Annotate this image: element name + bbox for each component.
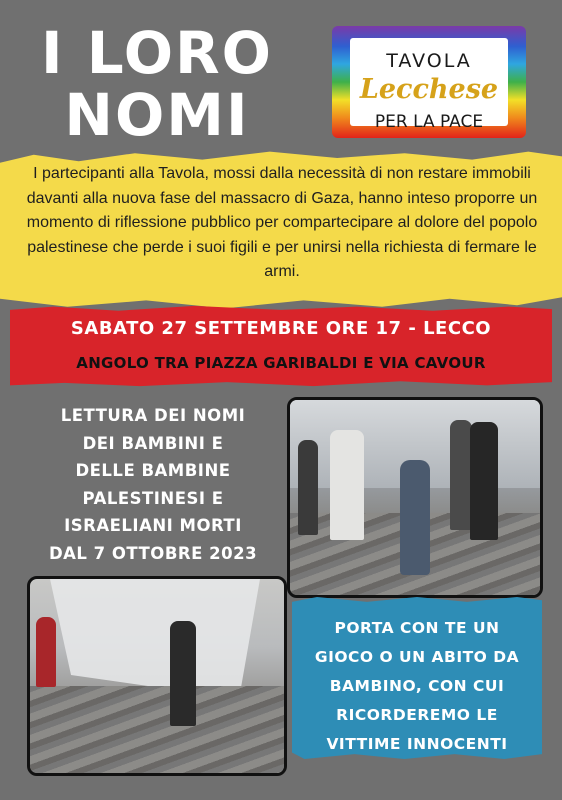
bring-line: BAMBINO, CON CUI: [329, 677, 505, 695]
logo-line-3: PER LA PACE: [374, 112, 484, 132]
intro-paragraph: I partecipanti alla Tavola, mossi dalla necessità di non restare immobili davanti alla nuova fase del massacro di Gaza, hanno inteso proporre un momento di riflessione pubblico per compartecipare al dolore del popolo palestinese che perde i suoi figili e per unirsi nella richiesta di fermare le armi.: [26, 165, 538, 280]
bring-line: VITTIME INNOCENTI: [326, 735, 508, 753]
title-line-1: I LORO: [41, 19, 273, 87]
bring-line: GIOCO O UN ABITO DA: [314, 648, 520, 666]
photo-child: [170, 621, 196, 726]
logo-line-2: Lecchese: [359, 74, 499, 105]
photo-person: [298, 440, 318, 535]
reading-line: LETTURA DEI NOMI: [60, 406, 246, 425]
reading-line: DAL 7 OTTOBRE 2023: [48, 543, 258, 563]
tavola-lecchese-logo: [332, 26, 526, 138]
reading-line: DEI BAMBINI E: [82, 433, 224, 453]
photo-child-by-tent: [27, 576, 287, 776]
photo-child: [36, 617, 56, 687]
reading-announcement: [30, 402, 276, 567]
event-date: SABATO 27 SETTEMBRE ORE 17 - LECCO: [70, 318, 492, 339]
reading-line: ISRAELIANI MORTI: [64, 516, 242, 535]
bring-line: RICORDEREMO LE: [336, 706, 498, 724]
title-line-2: NOMI: [64, 81, 250, 149]
poster-title: [22, 19, 292, 149]
bring-line: PORTA CON TE UN: [334, 619, 500, 637]
reading-line: DELLE BAMBINE: [75, 461, 231, 480]
photo-person: [330, 430, 364, 540]
photo-person: [470, 422, 498, 540]
event-place: ANGOLO TRA PIAZZA GARIBALDI E VIA CAVOUR: [76, 354, 486, 372]
reading-line: PALESTINESI E: [82, 488, 224, 508]
bring-toy-call: [292, 614, 542, 759]
photo-girl: [400, 460, 430, 575]
photo-rubble: [30, 686, 284, 773]
photo-tent: [50, 579, 260, 699]
photo-person: [450, 420, 472, 530]
photo-girl-in-rubble: [287, 397, 543, 598]
logo-panel: [350, 38, 508, 132]
logo-line-1: TAVOLA: [386, 50, 472, 72]
